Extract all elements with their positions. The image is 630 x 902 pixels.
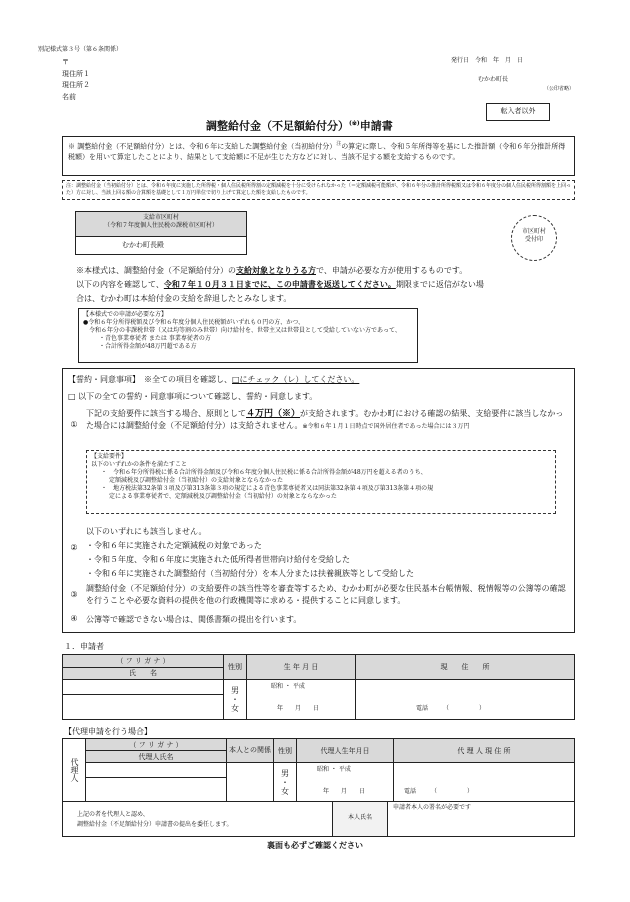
proxy-ymd: 年 月 日 (323, 788, 366, 796)
intro-line-1 (76, 265, 467, 276)
item-2-line-2: ・令和６年に実施された定額減税の対象であった (86, 541, 262, 550)
item-2-line-3: ・令和５年度、令和６年度に実施された低所得者世帯向け給付を受給した (86, 555, 350, 564)
stamp-box: 転入者以外 (486, 103, 550, 121)
proxy-furigana-field[interactable] (86, 763, 227, 777)
self-name-label: 本人氏名 (347, 814, 372, 821)
item-3-number: ③ (70, 590, 78, 599)
requirements-box (86, 450, 556, 514)
applicant-address-header: 現 住 所 (356, 655, 575, 680)
requirements-title: 【支給要件】 (91, 453, 128, 460)
footer-note: 裏面も必ずご確認ください (267, 840, 363, 850)
applicant-sex-header: 性別 (224, 655, 247, 680)
address-line-2: 現住所２ (62, 81, 90, 89)
applicant-phone: 電話 （ ） (416, 705, 486, 713)
item-4-number: ④ (70, 614, 78, 623)
item-1-a: 下記の支給要件に該当する場合、原則として (86, 409, 246, 418)
self-name-label-cell (332, 802, 388, 836)
recipient-name: 名前 (62, 93, 76, 101)
item-2-number: ② (70, 543, 78, 552)
required-title: 【本様式での申請が必要な方】 (83, 311, 168, 318)
proxy-era: 昭和 ・ 平成 (317, 766, 351, 774)
intro-line-2 (76, 279, 484, 290)
proxy-birth-field[interactable] (297, 763, 394, 802)
proxy-phone: 電話 （ ） (404, 788, 474, 796)
intro-1a: ※本様式は、調整給付金（不足額給付分）の (76, 266, 236, 275)
oath-checkbox-line[interactable]: □ 以下の全ての誓約・同意事項について確認し、誓約・同意します。 (68, 392, 318, 401)
proxy-relation-field[interactable] (227, 763, 274, 802)
requirements-line-1: 以下のいずれかの条件を満たすこと (91, 461, 188, 468)
applicant-ymd: 年 月 日 (277, 705, 320, 713)
item-1-text (86, 408, 570, 431)
item-4-text: 公簿等で確認できない場合は、関係書類の提出を行います。 (86, 615, 302, 624)
sign-note: 申請者本人の署名が必要です (393, 804, 472, 811)
proxy-side-label: 代理人 (63, 739, 86, 802)
requirements-line-5: 定による事業専従者で、定額減税及び調整給付金（当初給付）の対象とならなかった (109, 493, 337, 500)
item-1-amount: ４万円（※） (246, 409, 301, 419)
proxy-address-header: 代 理 人 現 住 所 (394, 739, 575, 763)
receipt-stamp-line-1: 市区町村 (521, 228, 546, 235)
title-mark: (※) (349, 120, 360, 127)
proxy-birth-header: 代理人生年月日 (297, 739, 394, 763)
form-number: 別記様式第３号（第６条関係） (38, 46, 123, 53)
title-suffix: 申請書 (359, 119, 393, 133)
postal-mark: 〒 (62, 58, 69, 66)
required-box (78, 308, 418, 363)
note-text-2: の算定に際し、令和５年所得等を基にした推計額（令和６年分推計所得税額）を用いて算定したことにより、結果として支給額に不足が生じた方などに対し、当該不足する額を支給するものです。 (68, 142, 566, 162)
required-line-1: ●令和６年分所得税額及び令和６年度分個人住民税額がいずれも０円の方、かつ、 (83, 319, 304, 326)
required-line-4: ・合計所得金額が48万円超である方 (99, 343, 197, 350)
proxy-sex-field[interactable]: 男 ・ 女 (274, 763, 297, 802)
oath-header-b: □にチェック（レ）してください。 (232, 375, 360, 384)
intro-1c: で、申請が必要な方が使用するものです。 (316, 266, 468, 275)
requirements-line-4: ・ 地方税法第32条第３項及び第313条第３項の規定による青色事業専従者又は同法第32条第４項及び第313条第４項の規 (101, 485, 434, 492)
applicant-sex-field[interactable]: 男 ・ 女 (224, 680, 247, 720)
note-text: ※ 調整給付金（不足額給付分）とは、令和６年に支給した調整給付金（当初給付分） (68, 142, 337, 151)
item-1-b: が支給されます。むかわ町における確認の結果、支給要件に該当しなかった場合には調整給付金（不足額給付分）は支給されません。 (86, 409, 564, 430)
seal-omitted-note: （公印省略） (544, 86, 575, 92)
intro-2b: 令和７年１０月３１日までに、この申請書を返送してください。 (163, 279, 396, 289)
proxy-sex-header: 性別 (274, 739, 297, 763)
footnote: 注：調整給付金（当初給付分）とは、令和６年度に実施した所得税・個人住民税所得割の定額減税を十分に受けられなかった（＝定額減税可能額が、令和６年分の推計所得税額又は令和６年度分の個人住民税所得割額を上回った）方に対し、当該上回る額の合算額を基礎として１万円単位で切り上げて算定した額を支給したものです。 (62, 180, 575, 200)
applicant-heading: １．申請者 (64, 642, 104, 651)
note-box (62, 136, 575, 176)
proxy-address-field[interactable] (394, 763, 575, 802)
receipt-stamp-line-2: 受付印 (524, 236, 543, 243)
address-line-1: 現住所１ (62, 70, 90, 78)
proxy-furigana-header: （ フ リ ガ ナ ） (86, 739, 227, 751)
proxy-name-header: 代理人氏名 (86, 751, 227, 763)
applicant-era: 昭和 ・ 平成 (271, 683, 305, 691)
recipient-label (76, 212, 246, 237)
required-line-2: 令和６年分の非課税世帯（又は均等割のみ世帯）向け給付を、世帯主又は世帯員として受給していない方であって、 (89, 327, 401, 334)
receipt-stamp (511, 215, 557, 261)
issue-date: 発行日 令和 年 月 日 (451, 57, 524, 64)
title-main: 調整給付金（不足額給付分） (206, 119, 349, 133)
recipient-box (75, 211, 247, 255)
oath-header-a: 【誓約・同意事項】 ※全ての項目を確認し、 (68, 375, 232, 384)
page-title (206, 117, 393, 134)
requirements-line-2: ・ 令和６年分所得税に係る合計所得金額及び令和６年度分個人住民税に係る合計所得金額が48万円を超える者のうち、 (101, 469, 427, 476)
applicant-furigana-field[interactable] (63, 680, 224, 695)
delegation-box (62, 801, 575, 837)
intro-2a: 以下の内容を確認して、 (76, 280, 164, 289)
applicant-address-field[interactable] (356, 680, 575, 720)
applicant-birth-field[interactable] (247, 680, 356, 720)
applicant-table (62, 654, 575, 720)
required-line-3: ・青色事業専従者 または 事業専従者の方 (99, 335, 211, 342)
delegation-line-1: 上記の者を代理人と認め、 (77, 811, 149, 818)
recipient-label-2: （令和７年度個人住民税の課税市区町村） (103, 222, 218, 229)
item-2-line-1: 以下のいずれにも該当しません。 (86, 527, 207, 536)
intro-2c: 期限までに返信がない場 (395, 280, 484, 289)
mayor-name: むかわ町長 (478, 76, 509, 83)
proxy-name-field[interactable] (86, 777, 227, 801)
recipient-value: むかわ町長殿 (122, 241, 164, 249)
item-3-text: 調整給付金（不足額給付分）の支給要件の該当性等を審査等するため、むかわ町が必要な住民基本台帳情報、税情報等の公簿等の確認を行うことや必要な資料の提供を他の行政機関等に求める・提供することに同意します。 (86, 584, 566, 605)
proxy-heading: 【代理申請を行う場合】 (64, 727, 152, 736)
item-2-line-4: ・令和６年に実施された調整給付（当初給付分）を本人分または扶養親族等として受給した (86, 569, 414, 578)
oath-header (68, 374, 359, 385)
applicant-name-field[interactable] (63, 694, 224, 719)
applicant-birth-header: 生 年 月 日 (247, 655, 356, 680)
proxy-relation-header: 本人との関係 (227, 739, 274, 763)
requirements-line-3: 定額減税及び調整給付金（当初給付）の支給対象とならなかった (109, 477, 284, 484)
applicant-furigana-header: （ フ リ ガ ナ ） (63, 655, 224, 668)
self-name-field[interactable] (387, 814, 573, 836)
intro-line-3: 合は、むかわ町は本給付金の支給を辞退したとみなします。 (76, 294, 292, 303)
note-mark: 注 (336, 141, 342, 147)
item-1-c: ※令和６年１月１日時点で国外居住者であった場合には３万円 (302, 423, 470, 430)
item-1-number: ① (70, 420, 78, 429)
proxy-table (62, 738, 575, 802)
intro-1b: 支給対象となりうる方 (236, 265, 316, 275)
applicant-name-header: 氏 名 (63, 667, 224, 680)
recipient-label-1: 支給市区町村 (142, 214, 179, 221)
delegation-line-2: 調整給付金（不足額給付分）申請書の提出を委任します。 (77, 821, 233, 828)
